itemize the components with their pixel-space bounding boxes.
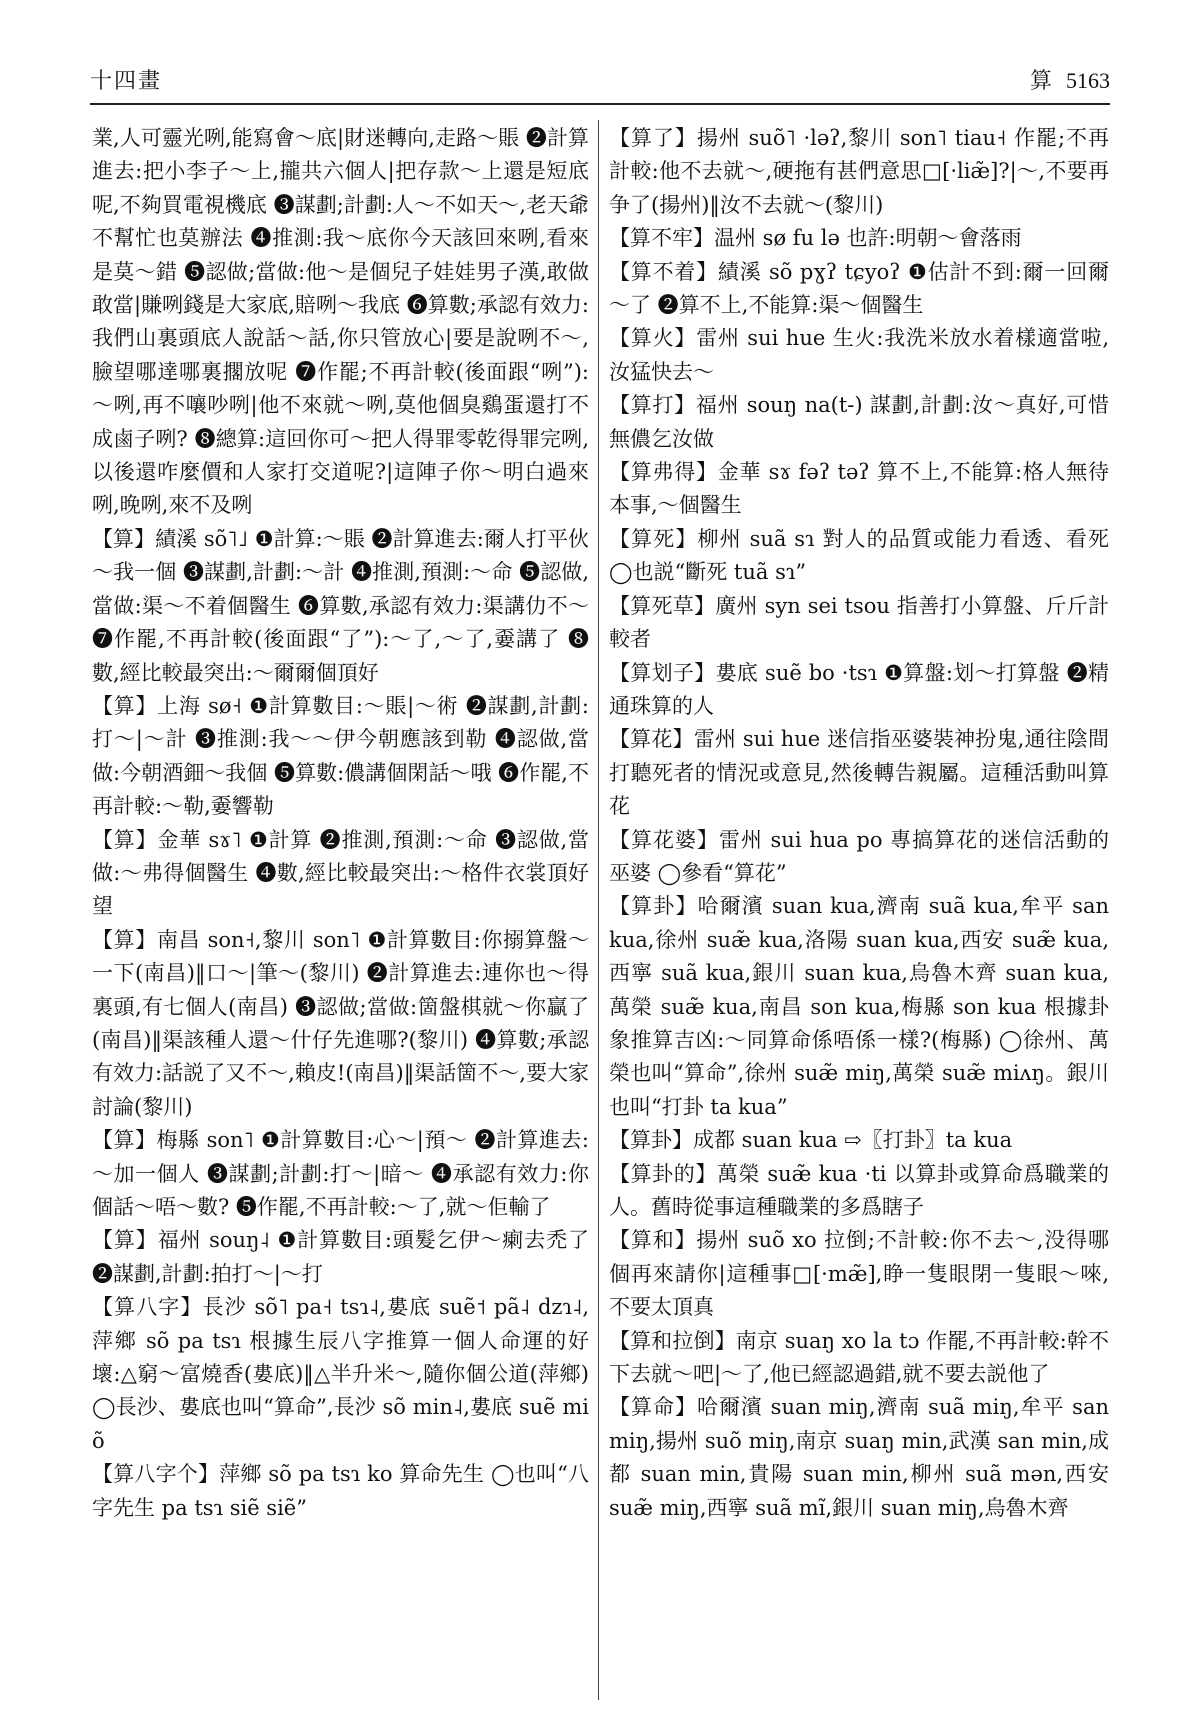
dictionary-entry: 【算卦】成都 suan kua ⇨〖打卦〗ta kua — [609, 1128, 1013, 1153]
dictionary-entry: 【算花】雷州 sui hue 迷信指巫婆裝神扮鬼,通往陰間打聽死者的情況或意見,然後轉告親屬。這種活動叫算花 — [609, 727, 1109, 819]
dictionary-entry: 【算命】哈爾濱 suan miŋ,濟南 suã miŋ,牟平 san miŋ,揚州 suõ miŋ,南京 suaŋ min,武漢 san min,成都 suan min,貴陽 suan min,柳州 suã mən,西安 suæ̃ miŋ,西寧 suã mĩ,銀川 suan miŋ,烏魯木齊 — [609, 1395, 1109, 1520]
dictionary-entry: 【算不着】績溪 sõ pɣʔ tɕyoʔ ❶估計不到:爾一回爾～了 ❷算不上,不能算:渠～個醫生 — [609, 259, 1109, 318]
dictionary-entry: 【算打】福州 souŋ na(t-) 謀劃,計劃:汝～真好,可惜無儂乞汝做 — [609, 393, 1109, 451]
dictionary-entry: 【算卦的】萬榮 suæ̃ kua ·ti 以算卦或算命爲職業的人。舊時從事這種職業的多爲瞎子 — [609, 1161, 1109, 1219]
dictionary-entry: 【算】梅縣 son˥ ❶計算數目:心～|預～ ❷計算進去:～加一個人 ❸謀劃;計劃:打～|暗～ ❹承認有效力:你個話～唔～數? ❺作罷,不再計較:～了,就～佢輸了 — [92, 1128, 589, 1219]
dictionary-entry: 【算花婆】雷州 sui hua po 專搞算花的迷信活動的巫婆 ◯參看“算花” — [609, 827, 1109, 885]
page-header — [90, 58, 1110, 98]
dictionary-entry: 【算】福州 souŋ˨ ❶計算數目:頭髮乞伊～瘌去禿了 ❷謀劃,計劃:拍打～|～打 — [92, 1228, 589, 1286]
dictionary-entry: 【算了】揚州 suõ˥ ·ləʔ,黎川 son˥ tiau˧ 作罷;不再計較:他不去就～,硬拖有甚們意思□[·liæ̃]?|～,不要再争了(揚州)‖汝不去就～(黎川) — [609, 126, 1109, 217]
dictionary-entry: 【算】績溪 sõ˥˩ ❶計算:～賬 ❷計算進去:爾人打平伙～我一個 ❸謀劃,計劃:～計 ❹推測,預測:～命 ❺認做,當做:渠～不着個醫生 ❻算數,承認有效力:渠講仂不～ ❼作罷,不再計較(後面跟“了”):～了,～了,嫑講了 ❽數,經比較最突出:～爾爾個頂好 — [92, 526, 589, 685]
dictionary-entry: 【算】上海 sø˧ ❶計算數目:～賬|～術 ❷謀劃,計劃:打～|～計 ❸推測:我～～伊今朝應該到勒 ❹認做,當做:今朝酒鈿～我個 ❺算數:儂講個閑話～哦 ❻作罷,不再計較:～勒,嫑響勒 — [92, 693, 589, 819]
dictionary-entry: 【算】南昌 son˧,黎川 son˥ ❶計算數目:你搦算盤～一下(南昌)‖口～|筆～(黎川) ❷計算進去:連你也～得裏頭,有七個人(南昌) ❸認做;當做:箇盤棋就～你贏了(南昌)‖渠該種人還～什仔先進哪?(黎川) ❹算數;承認有效力:話説了又不～,賴皮!(南昌)‖渠話箇不～,要大家討論(黎川) — [92, 927, 589, 1119]
header-rule — [90, 103, 1110, 105]
dictionary-entry: 【算火】雷州 sui hue 生火:我洗米放水着樣適當啦,汝猛快去～ — [609, 326, 1109, 384]
dictionary-entry: 【算不牢】温州 sø fu lə 也許:明朝～會落雨 — [609, 226, 1022, 251]
dictionary-entry: 【算八字】長沙 sõ˥ pa˧ tsɿ˨,婁底 suẽ˦ pã˨ dzɿ˨,萍鄉 sõ pa tsɿ 根據生辰八字推算一個人命運的好壞:△窮～富燒香(婁底)‖△半升米～,隨你個公道(萍鄉) ◯長沙、婁底也叫“算命”,長沙 sõ min˨,婁底 suẽ mi õ — [92, 1295, 589, 1453]
right-column — [609, 122, 1109, 1692]
left-column — [92, 122, 589, 1692]
dictionary-entry: 【算弗得】金華 sɤ fəʔ təʔ 算不上,不能算:格人無待本事,～個醫生 — [609, 460, 1109, 518]
head-char: 算 — [1029, 69, 1052, 94]
dictionary-entry: 【算和】揚州 suõ xo 拉倒;不計較:你不去～,没得哪個再來請你|這種事□[·mæ̃],睁一隻眼閉一隻眼～唻,不要太頂真 — [609, 1228, 1109, 1320]
dictionary-entry: 【算和拉倒】南京 suaŋ xo la tɔ 作罷,不再計較:幹不下去就～吧|～了,他已經認過錯,就不要去説他了 — [609, 1328, 1109, 1387]
dictionary-entry: 【算卦】哈爾濱 suan kua,濟南 suã kua,牟平 san kua,徐州 suæ̃ kua,洛陽 suan kua,西安 suæ̃ kua,西寧 suã kua,銀川 suan kua,烏魯木齊 suan kua,萬榮 suæ̃ kua,南昌 son kua,梅縣 son kua 根據卦象推算吉凶:～同算命係唔係一樣?(梅縣) ◯徐州、萬榮也叫“算命”,徐州 suæ̃ miŋ,萬榮 suæ̃ miʌŋ。銀川也叫“打卦 ta kua” — [609, 894, 1109, 1119]
section-label: 十四畫 — [90, 69, 163, 94]
dictionary-entry: 【算八字个】萍鄉 sõ pa tsɿ ko 算命先生 ◯也叫“八字先生 pa tsɿ siẽ siẽ” — [92, 1462, 589, 1520]
dictionary-entry: 業,人可靈光咧,能寫會～底|財迷轉向,走路～賬 ❷計算進去:把小李子～上,攏共六個人|把存款～上還是短底呢,不夠買電視機底 ❸謀劃;計劃:人～不如天～,老天爺不幫忙也莫辦法 ❹推測:我～底你今天該回來咧,看來是莫～錯 ❺認做;當做:他～是個兒子娃娃男子漢,敢做敢當|賺咧錢是大家底,賠咧～我底 ❻算數;承認有效力:我們山裏頭底人說話～話,你只管放心|要是說咧不～,臉望哪達哪裏擱放呢 ❼作罷;不再計較(後面跟“咧”):～咧,再不嚷吵咧|他不來就～咧,莫他個臭鷄蛋還打不成鹵子咧? ❽總算:這回你可～把人得罪零乾得罪完咧,以後還咋麼價和人家打交道呢?|這陣子你～明白過來咧,晚咧,來不及咧 — [92, 126, 589, 518]
dictionary-entry: 【算死草】廣州 syn sei tsou 指善打小算盤、斤斤計較者 — [609, 593, 1109, 652]
page-heading — [1030, 64, 1110, 95]
page-number: 5163 — [1066, 68, 1110, 93]
column-divider — [598, 120, 599, 1700]
dictionary-entry: 【算划子】婁底 suẽ bo ·tsɿ ❶算盤:划～打算盤 ❷精通珠算的人 — [609, 660, 1109, 718]
dictionary-entry: 【算死】柳州 suã sɿ 對人的品質或能力看透、看死 ◯也説“斷死 tuã sɿ” — [609, 526, 1109, 585]
dictionary-entry: 【算】金華 sɤ˥ ❶計算 ❷推測,預測:～命 ❸認做,當做:～弗得個醫生 ❹數,經比較最突出:～格件衣裳頂好望 — [92, 827, 589, 919]
